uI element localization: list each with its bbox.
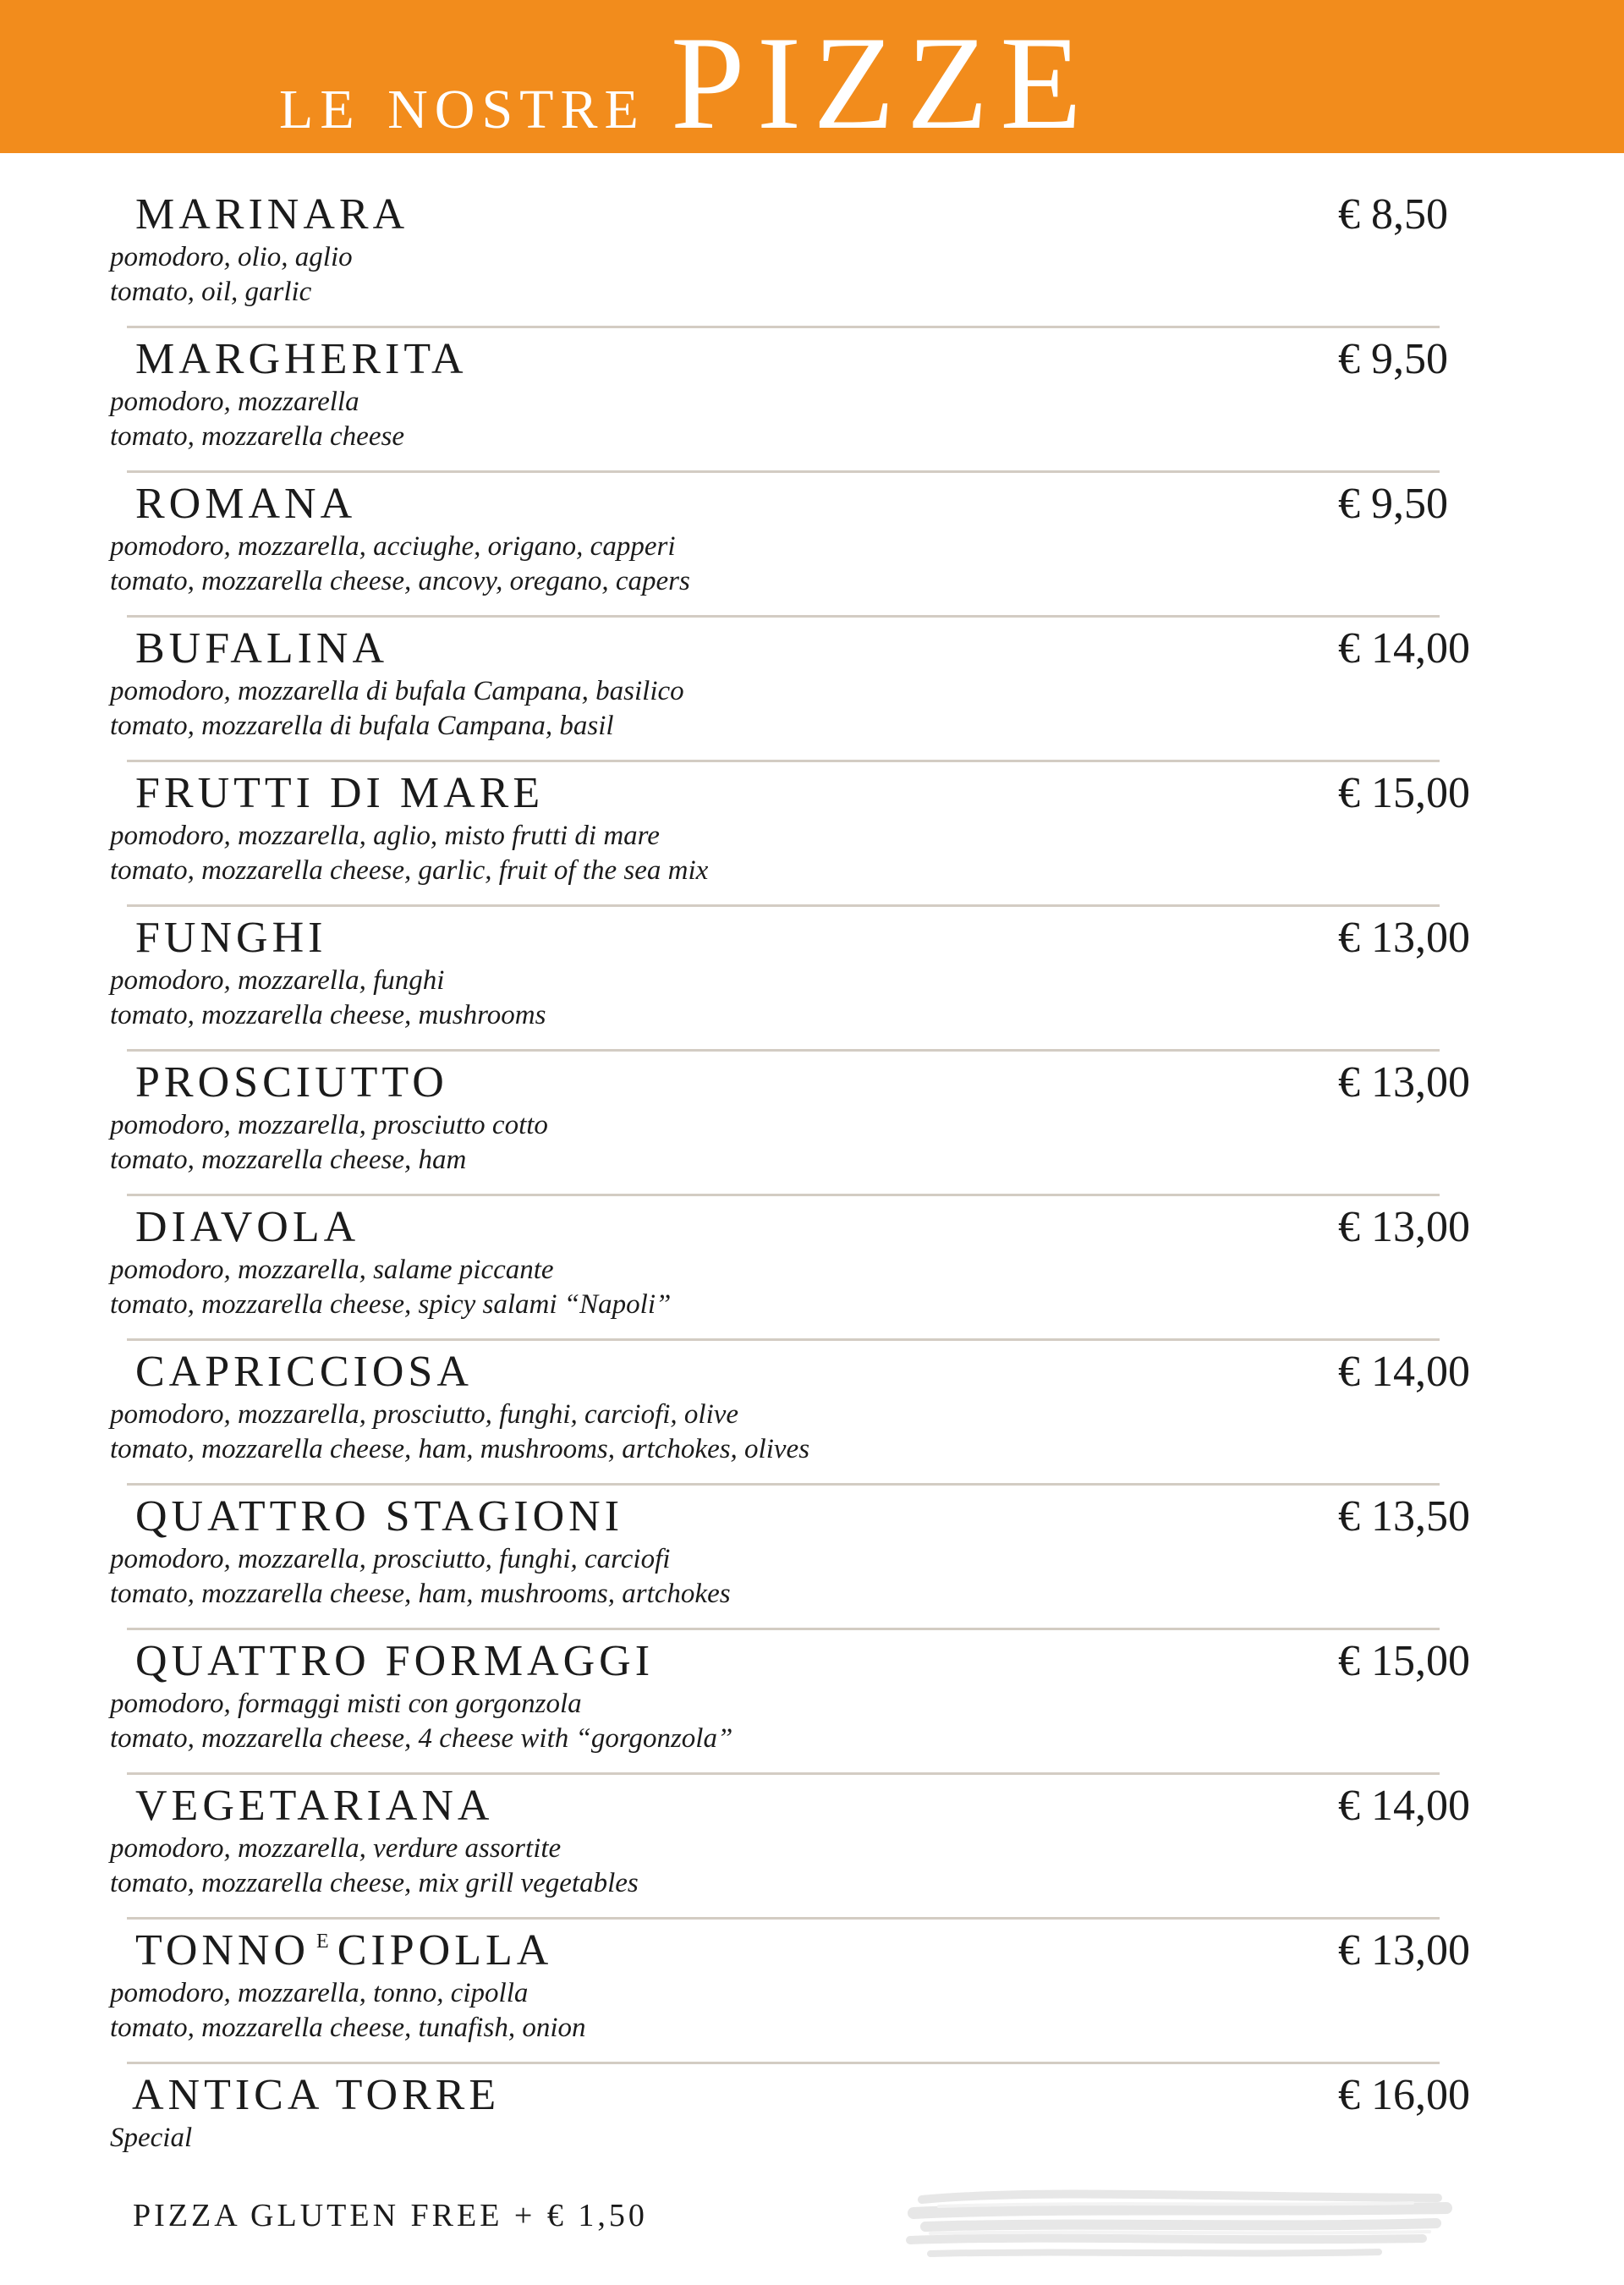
item-description-italian: pomodoro, formaggi misti con gorgonzola — [110, 1689, 582, 1719]
item-name: QUATTRO STAGIONI — [135, 1492, 624, 1541]
item-description-italian: pomodoro, mozzarella, prosciutto, funghi, carciofi — [110, 1544, 671, 1574]
menu-title-big: PIZZE — [670, 9, 1094, 157]
menu-item-tonno-e-cipolla — [0, 1905, 1624, 2050]
item-price: € 13,00 — [1338, 1926, 1470, 1975]
menu-item-diavola — [0, 1182, 1624, 1327]
item-description-english: tomato, mozzarella cheese, spicy salami “Napoli” — [110, 1289, 672, 1320]
item-description-italian: pomodoro, mozzarella, verdure assortite — [110, 1833, 562, 1864]
item-price: € 13,50 — [1338, 1492, 1470, 1541]
menu-title — [279, 9, 1094, 157]
item-description-italian: pomodoro, mozzarella, acciughe, origano, capperi — [110, 531, 676, 562]
menu-item-frutti-di-mare — [0, 748, 1624, 893]
item-name: CAPRICCIOSA — [135, 1348, 473, 1396]
item-price: € 9,50 — [1338, 335, 1448, 383]
menu-header-banner — [0, 0, 1624, 157]
menu-item-funghi — [0, 893, 1624, 1037]
item-description-english: tomato, mozzarella cheese, ham, mushrooms, artchokes, olives — [110, 1434, 810, 1464]
item-description-italian: pomodoro, mozzarella — [110, 387, 359, 417]
item-description-italian: pomodoro, mozzarella, funghi — [110, 965, 445, 996]
item-price: € 14,00 — [1338, 1782, 1470, 1830]
item-description-italian: pomodoro, mozzarella, prosciutto cotto — [110, 1110, 548, 1140]
item-description-english: tomato, mozzarella di bufala Campana, basil — [110, 711, 614, 741]
item-description-italian: pomodoro, mozzarella, prosciutto, funghi, carciofi, olive — [110, 1399, 739, 1430]
item-description-italian: pomodoro, mozzarella, salame piccante — [110, 1255, 554, 1285]
menu-item-prosciutto — [0, 1037, 1624, 1182]
item-description-english: tomato, mozzarella cheese, 4 cheese with “gorgonzola” — [110, 1723, 733, 1754]
item-name: BUFALINA — [135, 624, 389, 673]
item-price: € 13,00 — [1338, 1058, 1470, 1107]
item-price: € 9,50 — [1338, 480, 1448, 528]
item-price: € 16,00 — [1338, 2071, 1470, 2119]
menu-item-marinara — [0, 169, 1624, 314]
item-description-italian: pomodoro, olio, aglio — [110, 242, 353, 272]
gluten-free-note: PIZZA GLUTEN FREE + € 1,50 — [133, 2198, 648, 2233]
item-name: MARINARA — [135, 190, 409, 239]
item-name: MARGHERITA — [135, 335, 468, 383]
item-price: € 15,00 — [1338, 1637, 1470, 1685]
menu-item-romana — [0, 459, 1624, 603]
item-description-english: tomato, mozzarella cheese — [110, 421, 404, 452]
item-description-italian: pomodoro, mozzarella, aglio, misto frutti di mare — [110, 821, 660, 851]
item-description-english: tomato, mozzarella cheese, tunafish, onion — [110, 2013, 586, 2043]
item-description-italian: pomodoro, mozzarella, tonno, cipolla — [110, 1978, 529, 2008]
item-name-conjunction: E — [316, 1931, 331, 1953]
item-description-english: tomato, mozzarella cheese, ham, mushrooms, artchokes — [110, 1579, 731, 1609]
item-description-english: tomato, mozzarella cheese, mushrooms — [110, 1000, 546, 1030]
item-name — [135, 1926, 553, 1975]
menu-item-vegetariana — [0, 1760, 1624, 1905]
item-name: PROSCIUTTO — [135, 1058, 448, 1107]
item-description-english: tomato, mozzarella cheese, mix grill vegetables — [110, 1868, 639, 1898]
item-description-english: tomato, mozzarella cheese, garlic, fruit of the sea mix — [110, 855, 709, 886]
item-description-english: tomato, mozzarella cheese, ham — [110, 1145, 467, 1175]
item-name: FRUTTI DI MARE — [135, 769, 545, 817]
item-name-part: TONNO — [135, 1926, 310, 1975]
menu-item-quattro-stagioni — [0, 1471, 1624, 1616]
item-price: € 13,00 — [1338, 914, 1470, 962]
item-description-italian: Special — [110, 2123, 193, 2153]
menu-title-small: le nostre — [279, 58, 645, 146]
item-price: € 13,00 — [1338, 1203, 1470, 1251]
item-name-part: CIPOLLA — [337, 1926, 553, 1975]
item-name: ANTICA TORRE — [132, 2071, 501, 2119]
item-name: FUNGHI — [135, 914, 327, 962]
menu-item-bufalina — [0, 603, 1624, 748]
menu-item-capricciosa — [0, 1327, 1624, 1471]
item-description-english: tomato, mozzarella cheese, ancovy, oregano, capers — [110, 566, 690, 596]
item-price: € 15,00 — [1338, 769, 1470, 817]
brush-stroke-decoration — [905, 2174, 1455, 2267]
item-name: VEGETARIANA — [135, 1782, 494, 1830]
item-name: ROMANA — [135, 480, 357, 528]
item-price: € 14,00 — [1338, 1348, 1470, 1396]
menu-item-margherita — [0, 314, 1624, 459]
menu-item-antica-torre — [0, 2050, 1624, 2194]
item-price: € 14,00 — [1338, 624, 1470, 673]
item-description-italian: pomodoro, mozzarella di bufala Campana, basilico — [110, 676, 684, 706]
item-name: QUATTRO FORMAGGI — [135, 1637, 655, 1685]
menu-item-quattro-formaggi — [0, 1616, 1624, 1760]
item-description-english: tomato, oil, garlic — [110, 277, 312, 307]
item-name: DIAVOLA — [135, 1203, 360, 1251]
item-price: € 8,50 — [1338, 190, 1448, 239]
